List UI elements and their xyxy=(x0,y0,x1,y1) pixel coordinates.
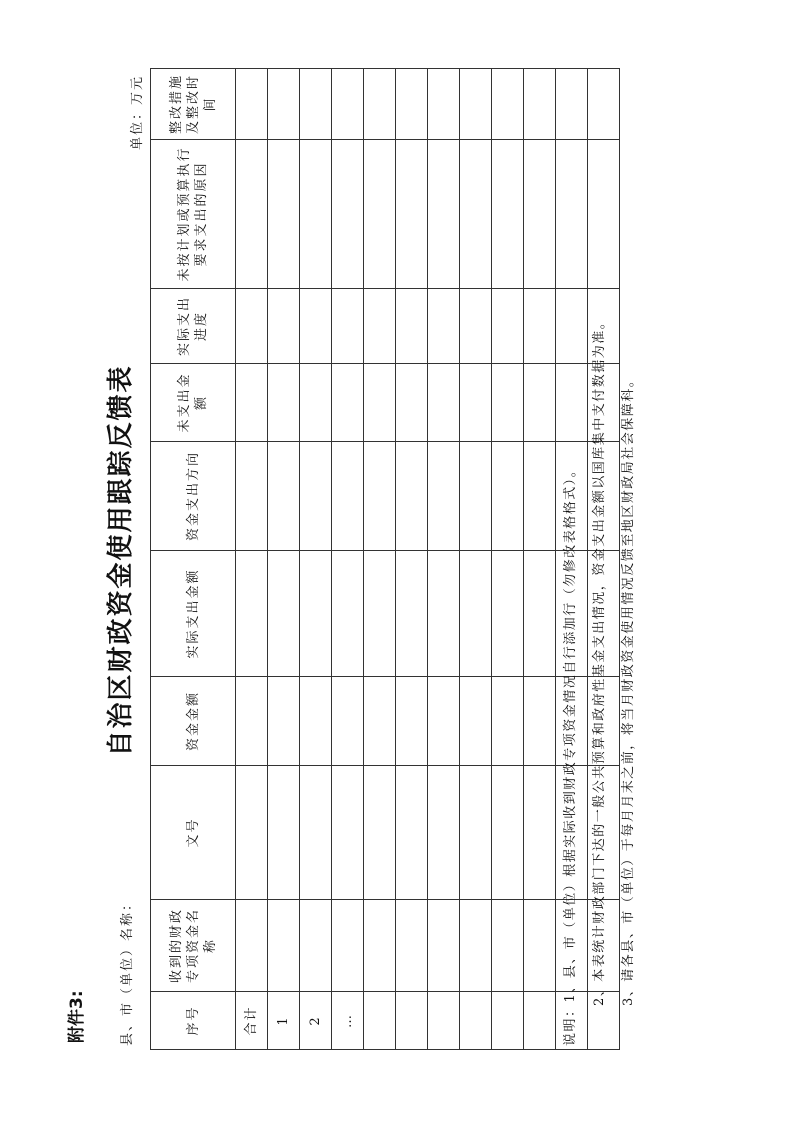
table-cell xyxy=(268,442,300,551)
table-cell xyxy=(396,766,428,900)
table-row xyxy=(332,69,364,1050)
table-cell xyxy=(364,69,396,140)
table-cell xyxy=(268,140,300,289)
table-row xyxy=(300,69,332,1050)
unit-label: 单位：万元 xyxy=(130,75,145,151)
table-row xyxy=(524,69,556,1050)
table-cell xyxy=(460,364,492,442)
table-cell xyxy=(236,289,268,364)
table-header-row xyxy=(151,69,236,1050)
table-cell xyxy=(300,766,332,900)
column-header-index: 序号 xyxy=(151,992,236,1050)
table-cell xyxy=(396,677,428,766)
table-cell xyxy=(332,766,364,900)
table-cell xyxy=(428,69,460,140)
table-cell xyxy=(428,551,460,677)
column-header-doc-number: 文号 xyxy=(151,766,236,900)
table-cell xyxy=(492,992,524,1050)
table-cell xyxy=(524,677,556,766)
table-cell xyxy=(396,69,428,140)
table-cell xyxy=(364,442,396,551)
table-cell xyxy=(428,364,460,442)
table-cell xyxy=(524,289,556,364)
table-row xyxy=(492,69,524,1050)
county-name-label: 县、市（单位）名称： xyxy=(120,895,135,1046)
table-cell xyxy=(364,140,396,289)
table-cell xyxy=(428,900,460,992)
table-cell xyxy=(492,289,524,364)
table-cell xyxy=(492,140,524,289)
table-cell xyxy=(428,766,460,900)
table-cell xyxy=(460,140,492,289)
table-cell xyxy=(364,551,396,677)
table-row xyxy=(428,69,460,1050)
table-row xyxy=(236,69,268,1050)
table-cell: 2 xyxy=(300,992,332,1050)
column-header-actual-spent: 实际支出金额 xyxy=(151,551,236,677)
column-header-progress: 实际支出进度 xyxy=(151,289,236,364)
table-cell xyxy=(428,140,460,289)
column-header-unspent: 未支出金额 xyxy=(151,364,236,442)
column-header-fund-name: 收到的财政专项资金名称 xyxy=(151,900,236,992)
attachment-label: 附件3: xyxy=(67,990,87,1043)
note-3: 3、请各县、市（单位）于每月月末之前，将当月财政资金使用情况反馈至地区财政局社会保障科。 xyxy=(621,372,636,1006)
table-cell xyxy=(364,364,396,442)
table-cell xyxy=(396,140,428,289)
table-cell xyxy=(364,677,396,766)
table-cell xyxy=(268,551,300,677)
page-title: 自治区财政资金使用跟踪反馈表 xyxy=(106,364,136,757)
table-cell xyxy=(396,992,428,1050)
table-cell xyxy=(460,900,492,992)
table-cell xyxy=(492,677,524,766)
table-cell xyxy=(236,677,268,766)
column-header-rectification: 整改措施及整改时间 xyxy=(151,69,236,140)
table-cell xyxy=(332,69,364,140)
table-cell xyxy=(460,677,492,766)
table-cell xyxy=(332,900,364,992)
table-cell xyxy=(524,364,556,442)
table-row xyxy=(396,69,428,1050)
table-cell xyxy=(332,140,364,289)
table-row xyxy=(364,69,396,1050)
table-cell xyxy=(268,766,300,900)
table-cell xyxy=(332,551,364,677)
table-cell xyxy=(268,364,300,442)
table-cell xyxy=(588,69,620,140)
table-cell xyxy=(492,69,524,140)
table-cell xyxy=(492,766,524,900)
table-cell xyxy=(236,69,268,140)
table-cell xyxy=(364,289,396,364)
table-cell xyxy=(332,442,364,551)
table-cell xyxy=(364,766,396,900)
table-cell xyxy=(268,69,300,140)
table-cell xyxy=(300,442,332,551)
table-cell xyxy=(300,900,332,992)
table-cell xyxy=(524,900,556,992)
table-cell xyxy=(332,289,364,364)
table-cell xyxy=(460,69,492,140)
table-cell xyxy=(460,766,492,900)
table-cell xyxy=(268,900,300,992)
table-cell xyxy=(236,900,268,992)
table-cell xyxy=(300,289,332,364)
table-cell xyxy=(364,992,396,1050)
table-cell xyxy=(524,992,556,1050)
table-cell xyxy=(396,364,428,442)
table-cell xyxy=(428,442,460,551)
table-cell xyxy=(524,69,556,140)
table-cell: … xyxy=(332,992,364,1050)
table-cell xyxy=(332,677,364,766)
table-cell xyxy=(492,900,524,992)
table-cell: 1 xyxy=(268,992,300,1050)
notes-block xyxy=(556,315,643,1046)
table-cell xyxy=(460,992,492,1050)
table-cell xyxy=(300,551,332,677)
table-cell xyxy=(460,442,492,551)
feedback-table xyxy=(150,68,620,1050)
table-cell xyxy=(396,551,428,677)
table-cell xyxy=(300,140,332,289)
table-cell xyxy=(524,766,556,900)
table-row xyxy=(460,69,492,1050)
table-cell xyxy=(524,442,556,551)
table-cell xyxy=(428,992,460,1050)
table-cell xyxy=(524,551,556,677)
column-header-reason: 未按计划或预算执行要求支出的原因 xyxy=(151,140,236,289)
table-cell xyxy=(396,442,428,551)
table-cell xyxy=(396,900,428,992)
table-cell xyxy=(236,766,268,900)
table-cell xyxy=(588,140,620,289)
table-cell xyxy=(492,551,524,677)
table-cell xyxy=(524,140,556,289)
column-header-fund-amount: 资金金额 xyxy=(151,677,236,766)
table-cell xyxy=(460,289,492,364)
column-header-spend-direction: 资金支出方向 xyxy=(151,442,236,551)
table-cell xyxy=(236,551,268,677)
table-cell xyxy=(428,289,460,364)
table-cell xyxy=(268,677,300,766)
table-cell xyxy=(236,140,268,289)
table-cell xyxy=(492,364,524,442)
table-cell xyxy=(300,69,332,140)
table-cell xyxy=(236,442,268,551)
table-cell xyxy=(236,364,268,442)
table-cell xyxy=(556,140,588,289)
table-cell xyxy=(492,442,524,551)
table-cell xyxy=(300,364,332,442)
table-cell xyxy=(364,900,396,992)
note-2: 2、本表统计财政部门下达的一般公共预算和政府性基金支出情况，资金支出金额以国库集中支付数据为准。 xyxy=(592,314,607,1006)
table-cell: 合计 xyxy=(236,992,268,1050)
table-cell xyxy=(556,69,588,140)
table-cell xyxy=(396,289,428,364)
table-cell xyxy=(428,677,460,766)
table-cell xyxy=(332,364,364,442)
table-cell xyxy=(300,677,332,766)
note-1: 说明：1、县、市（单位）根据实际收到财政专项资金情况自行添加行（勿修改表格格式）。 xyxy=(563,462,578,1046)
table-row xyxy=(268,69,300,1050)
table-cell xyxy=(460,551,492,677)
table-cell xyxy=(268,289,300,364)
